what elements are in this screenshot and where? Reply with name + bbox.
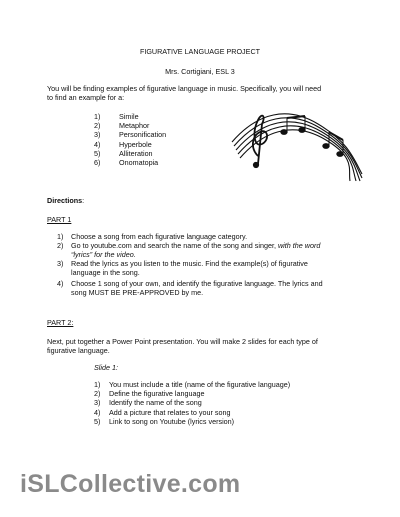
figure-types-list: [94, 112, 166, 167]
part2-line-1: Next, put together a Power Point presentation. You will make 2 slides for each type of: [47, 337, 318, 346]
step-text: language in the song.: [71, 268, 140, 277]
directions-heading: Directions:: [47, 196, 85, 205]
list-item: 1) Simile: [94, 112, 139, 121]
step-number: 2): [57, 241, 64, 250]
page-title: FIGURATIVE LANGUAGE PROJECT: [139, 47, 261, 56]
slide-label: Slide 1:: [94, 363, 118, 372]
step-text: Choose 1 song of your own, and identify the figurative language. The lyrics and: [71, 279, 323, 288]
author-line: Mrs. Cortigiani, ESL 3: [165, 67, 235, 76]
step-text: “lyrics” for the video.: [71, 250, 136, 259]
list-item: 5) Alliteration: [94, 148, 153, 158]
list-item: 2) Define the figurative language: [94, 389, 205, 399]
list-item: 5) Link to song on Youtube (lyrics version): [94, 416, 235, 426]
music-staff-notes-icon: [228, 102, 364, 182]
list-item: 4) Hyperbole: [94, 139, 152, 149]
list-item: 2) Metaphor: [94, 121, 150, 131]
list-item: 4) Add a picture that relates to your song: [94, 407, 231, 417]
list-item: 6) Onomatopia: [94, 158, 159, 168]
step-number: 3): [57, 259, 64, 268]
slide-steps-list: [94, 380, 290, 426]
step-number: 4): [57, 279, 64, 288]
part2-heading: PART 2:: [47, 318, 74, 327]
step-text: Go to youtube.com and search the name of the song and singer, with the word: [71, 241, 321, 250]
intro-line-2: to find an example for a:: [47, 93, 125, 102]
part1-heading: PART 1: [47, 215, 72, 224]
intro-line-1: You will be finding examples of figurative language in music. Specifically, you will need: [47, 84, 322, 93]
step-text: Read the lyrics as you listen to the music. Find the example(s) of figurative: [71, 259, 308, 268]
step-text: song MUST BE PRE-APPROVED by me.: [71, 288, 204, 297]
step-text: Choose a song from each figurative language category.: [71, 232, 248, 241]
list-item: 1) You must include a title (name of the figurative language): [94, 380, 291, 389]
list-item: 3) Identify the name of the song: [94, 398, 202, 408]
step-number: 1): [57, 232, 64, 241]
list-item: 3) Personification: [94, 130, 167, 140]
part2-line-2: figurative language.: [47, 346, 110, 355]
site-watermark: iSLCollective.com: [20, 470, 241, 498]
